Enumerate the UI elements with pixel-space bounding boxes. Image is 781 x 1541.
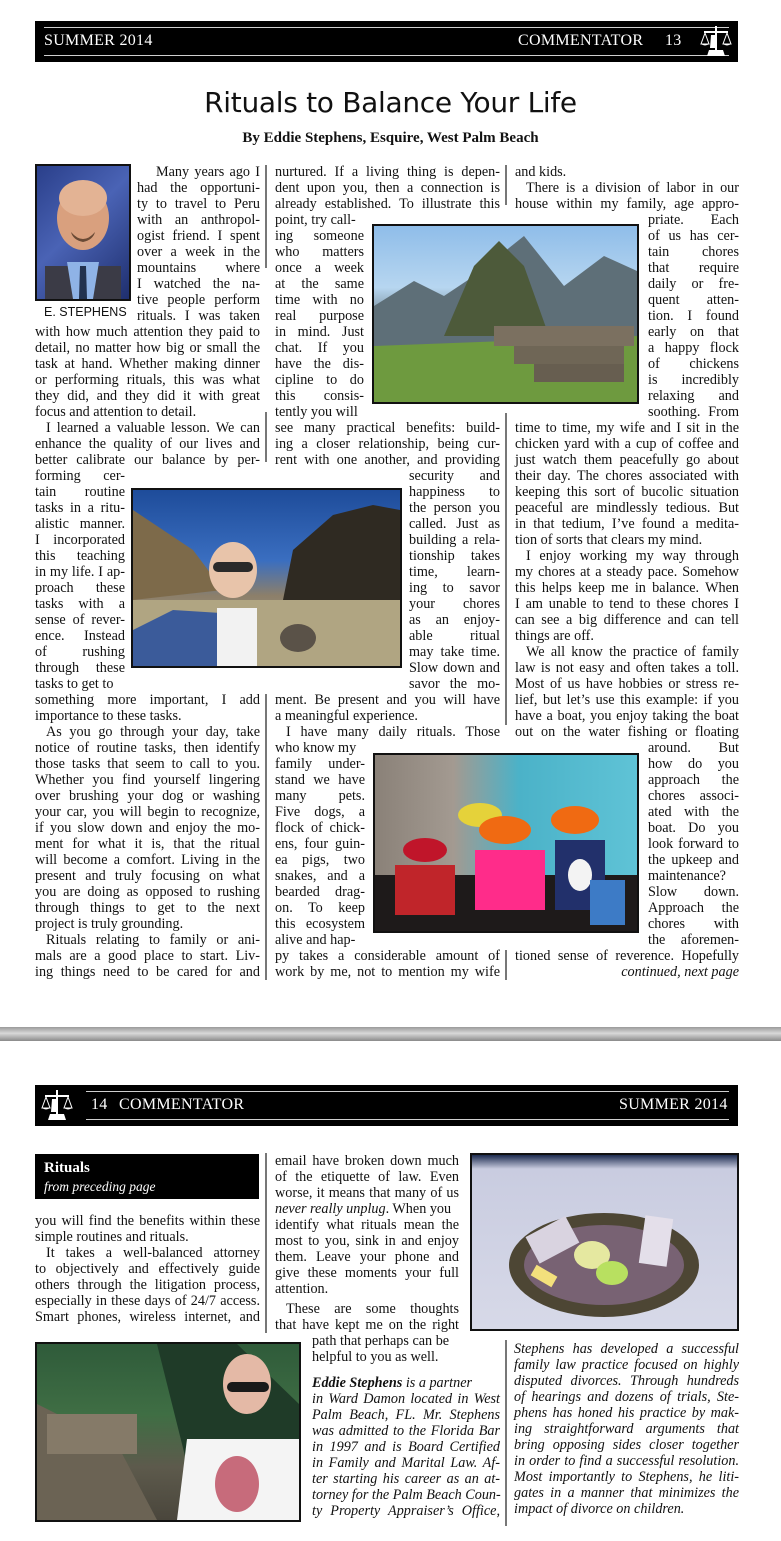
text-line: most to you, sink in and enjoy bbox=[275, 1233, 459, 1249]
continued-note: continued, next page bbox=[621, 964, 739, 980]
text-line: Approach the bbox=[648, 900, 739, 916]
text-line: lief, but let’s use this example: if you bbox=[515, 692, 739, 708]
text-line: you are doing as opposed to rushing bbox=[35, 884, 260, 900]
text-line: the upkeep and bbox=[648, 852, 739, 868]
author-photo-caption: E. STEPHENS bbox=[44, 305, 127, 319]
ruins-portrait-illustration bbox=[37, 1344, 299, 1520]
text-line: nurtured. If a living thing is depen- bbox=[275, 164, 500, 180]
text-line: this consis- bbox=[275, 388, 364, 404]
text-line: ty to travel to Peru bbox=[137, 196, 260, 212]
text-line: was admitted to the Florida Bar bbox=[312, 1423, 500, 1439]
text-line: rent with one another, and providing bbox=[275, 452, 500, 468]
text-line: Most of us have hobbies or stress re- bbox=[515, 676, 739, 692]
text-line: law is not easy and often takes a toll. bbox=[515, 660, 739, 676]
text-line: priate. Each bbox=[648, 212, 739, 228]
text-line: family law practice focused on highly bbox=[514, 1357, 739, 1373]
text-line: chicken yard with a cup of coffee and bbox=[515, 436, 739, 452]
ritual-offering-photo bbox=[470, 1153, 739, 1331]
text-line: who matters bbox=[275, 244, 364, 260]
text-line: others through the litigation process, bbox=[35, 1277, 260, 1293]
text-line: a happy flock bbox=[648, 340, 739, 356]
women-illustration bbox=[375, 755, 637, 931]
page13-header-bar bbox=[35, 21, 738, 62]
text-line: We all know the practice of family bbox=[526, 644, 739, 660]
text-line: real purpose bbox=[275, 308, 364, 324]
text-line: chat. If you bbox=[275, 340, 364, 356]
text-line: and kids. bbox=[515, 164, 567, 180]
text-line: tive people perform bbox=[137, 292, 260, 308]
article-title: Rituals to Balance Your Life bbox=[204, 86, 577, 119]
text-line: will become a comfort. Living in the bbox=[35, 852, 260, 868]
text-line: work by me, not to mention my wife bbox=[275, 964, 500, 980]
text-line: if you slow down and enjoy the mo- bbox=[35, 820, 260, 836]
text-line: forming cer- bbox=[35, 468, 125, 484]
text-line: ence. Instead bbox=[35, 628, 125, 644]
text-line: that require bbox=[648, 260, 739, 276]
text-line: of us has cer- bbox=[648, 228, 739, 244]
text-line: Stephens has developed a successful bbox=[514, 1341, 739, 1357]
text-line: them. Leave your phone and bbox=[275, 1249, 459, 1265]
text-line: tasks with a bbox=[35, 596, 125, 612]
text-line: ing a closer relationship, being cur- bbox=[275, 436, 500, 452]
text-line: relaxing and bbox=[648, 388, 739, 404]
text-line: alive and hap- bbox=[275, 932, 356, 948]
text-line: to objectively and effectively guide bbox=[35, 1261, 260, 1277]
text-line: in Ward Damon located in West bbox=[312, 1391, 500, 1407]
text-line: who know my bbox=[275, 740, 357, 756]
text-line: of rushing bbox=[35, 644, 125, 660]
column-divider bbox=[265, 412, 267, 462]
text-line: in my life. I ap- bbox=[35, 564, 125, 580]
text-line: approach the bbox=[648, 772, 739, 788]
text-fragment: is a partner bbox=[402, 1375, 473, 1391]
header-rule bbox=[86, 1091, 729, 1092]
publication-name: COMMENTATOR bbox=[119, 1096, 245, 1113]
text-line: importance to these tasks. bbox=[35, 708, 182, 724]
text-line: focus and attention to detail. bbox=[35, 404, 197, 420]
text-line: give these moments your full bbox=[275, 1265, 459, 1281]
text-line: I incorporated bbox=[35, 532, 125, 548]
page-separator bbox=[0, 1027, 781, 1041]
text-line: ing someone bbox=[275, 228, 364, 244]
text-line: These are some thoughts bbox=[286, 1301, 459, 1317]
text-line: mountains where bbox=[137, 260, 260, 276]
text-line: many pets. bbox=[275, 788, 365, 804]
text-line: rituals. I was taken bbox=[137, 308, 260, 324]
text-line: with how much attention they paid to bbox=[35, 324, 260, 340]
text-line: bring opposing sides closer together bbox=[514, 1437, 739, 1453]
text-line: daily or fre- bbox=[648, 276, 739, 292]
text-line: in Family and Marital Law. Af- bbox=[312, 1455, 500, 1471]
page14-header-bar bbox=[35, 1085, 738, 1126]
text-line: once a week bbox=[275, 260, 364, 276]
text-line: dent upon you, then a connection is bbox=[275, 180, 500, 196]
text-line: security and bbox=[409, 468, 500, 484]
text-line: ing to savor bbox=[409, 580, 500, 596]
text-line: around. But bbox=[648, 740, 739, 756]
text-line: bearded drag- bbox=[275, 884, 365, 900]
issue-label: SUMMER 2014 bbox=[619, 1096, 728, 1113]
text-line: snakes, and a bbox=[275, 868, 365, 884]
column-divider bbox=[265, 165, 267, 268]
header-rule bbox=[44, 55, 729, 56]
author-photo bbox=[35, 164, 131, 301]
author-machu-picchu-photo bbox=[35, 1342, 301, 1522]
text-line: detail, no matter how big or small the bbox=[35, 340, 260, 356]
text-line: impact of divorce on children. bbox=[514, 1501, 685, 1517]
continuation-subtitle: from preceding page bbox=[44, 1179, 156, 1194]
text-line: point, try call- bbox=[275, 212, 356, 228]
text-line: Smart phones, wireless internet, and bbox=[35, 1309, 260, 1325]
text-line: had the opportuni- bbox=[137, 180, 260, 196]
text-line: my chores at a steady pace. Somehow bbox=[515, 564, 739, 580]
text-line: Most importantly to Stephens, he liti- bbox=[514, 1469, 739, 1485]
text-line: they did, and they did it with great bbox=[35, 388, 260, 404]
text-line: better calibrate our balance by per- bbox=[35, 452, 260, 468]
text-line: chores associ- bbox=[648, 788, 739, 804]
text-line: sense of rever- bbox=[35, 612, 125, 628]
text-line: mals are a good place to start. Liv- bbox=[35, 948, 260, 964]
text-line: in that tedium, I’ve found a medita- bbox=[515, 516, 739, 532]
text-line: Many years ago I bbox=[156, 164, 260, 180]
text-line: with an anthropol- bbox=[137, 212, 260, 228]
mountain-illustration bbox=[374, 226, 637, 402]
article-byline: By Eddie Stephens, Esquire, West Palm Beach bbox=[242, 130, 539, 146]
page-number: 14 bbox=[91, 1096, 108, 1113]
text-line: alistic manner. bbox=[35, 516, 125, 532]
offering-illustration bbox=[472, 1155, 737, 1329]
text-line: this ecosystem bbox=[275, 916, 365, 932]
text-line: as an enjoy- bbox=[409, 612, 500, 628]
text-line: Whether you find yourself lingering bbox=[35, 772, 260, 788]
text-line: project is truly grounding. bbox=[35, 916, 184, 932]
text-line: ens, four guin- bbox=[275, 836, 365, 852]
text-line: time to time, my wife and I sit in the bbox=[515, 420, 739, 436]
text-line: maintenance? bbox=[648, 868, 726, 884]
column-divider bbox=[505, 413, 507, 725]
text-line: disputed divorces. Through hundreds bbox=[514, 1373, 739, 1389]
text-line: have the dis- bbox=[275, 356, 364, 372]
text-line: already established. To illustrate this bbox=[275, 196, 500, 212]
text-line: Rituals relating to family or ani- bbox=[46, 932, 260, 948]
text-line: in mind. Just bbox=[275, 324, 364, 340]
text-line: can see a big difference and can tell bbox=[515, 612, 739, 628]
text-line: out on the water fishing or floating bbox=[515, 724, 739, 740]
text-line: family under- bbox=[275, 756, 365, 772]
text-line: Slow down. bbox=[648, 884, 739, 900]
text-line: early on that bbox=[648, 324, 739, 340]
text-line: called. Just as bbox=[409, 516, 500, 532]
text-line: in 1997 and is Board Certified bbox=[312, 1439, 500, 1455]
text-line: phens has honed his practice by mak- bbox=[514, 1405, 739, 1421]
text-line: present and truly focusing on what bbox=[35, 868, 260, 884]
text-line: time, learn- bbox=[409, 564, 500, 580]
machu-picchu-photo bbox=[372, 224, 639, 404]
text-line: or performing rituals, this was what bbox=[35, 372, 260, 388]
text-line: those tasks that seem to call to you. bbox=[35, 756, 260, 772]
text-line: I enjoy working my way through bbox=[526, 548, 739, 564]
text-line: this teaching bbox=[35, 548, 125, 564]
text-line: worse, it means that many of us bbox=[275, 1185, 459, 1201]
text-line: tain routine bbox=[35, 484, 125, 500]
text-line: chores with bbox=[648, 916, 739, 932]
text-line: ing straightforward arguments that bbox=[514, 1421, 739, 1437]
text-line: tasks to get to bbox=[35, 676, 114, 692]
text-line: how do you bbox=[648, 756, 739, 772]
page-number: 13 bbox=[665, 32, 682, 49]
text-line: that have kept me on the right bbox=[275, 1317, 459, 1333]
text-line: through things to get to the next bbox=[35, 900, 260, 916]
emphasis-text: never really unplug bbox=[275, 1201, 386, 1217]
text-line: task at hand. Whether making dinner bbox=[35, 356, 260, 372]
column-divider bbox=[505, 950, 507, 980]
text-line: tently you will bbox=[275, 404, 358, 420]
text-line: the aforemen- bbox=[648, 932, 739, 948]
text-line: I have many daily rituals. Those bbox=[286, 724, 500, 740]
text-line: of chickens bbox=[648, 356, 739, 372]
text-line: gates in a manner that minimizes the bbox=[514, 1485, 739, 1501]
text-line: your chores bbox=[409, 596, 500, 612]
peruvian-women-photo bbox=[373, 753, 639, 933]
text-line: identify what rituals mean the bbox=[275, 1217, 459, 1233]
text-line: There is a division of labor in our bbox=[526, 180, 739, 196]
text-line: Slow down and bbox=[409, 660, 500, 676]
text-line: things are off. bbox=[515, 628, 594, 644]
author-ruins-photo bbox=[131, 488, 402, 668]
text-line: As you go through your day, take bbox=[46, 724, 260, 740]
column-divider bbox=[265, 694, 267, 980]
text-line: keeping this sort of bucolic situation bbox=[515, 484, 739, 500]
text-line: proach these bbox=[35, 580, 125, 596]
text-line: especially in these days of 24/7 access. bbox=[35, 1293, 260, 1309]
text-line: ated with the bbox=[648, 804, 739, 820]
scales-of-justice-icon bbox=[699, 24, 733, 58]
column-divider bbox=[265, 1153, 267, 1333]
text-line: savor the mo- bbox=[409, 676, 500, 692]
text-line: peaceful are mindlessly tedious. But bbox=[515, 500, 739, 516]
issue-label: SUMMER 2014 bbox=[44, 32, 153, 49]
publication-name: COMMENTATOR bbox=[518, 32, 644, 49]
text-line: notice of routine tasks, then identify bbox=[35, 740, 260, 756]
text-line: tain chores bbox=[648, 244, 739, 260]
text-line: look forward to bbox=[648, 836, 739, 852]
text-line: have a boat, you enjoy taking the boat bbox=[515, 708, 739, 724]
text-line: torney for the Palm Beach Coun- bbox=[312, 1487, 501, 1503]
text-line: attention. bbox=[275, 1281, 329, 1297]
text-line: It takes a well-balanced attorney bbox=[46, 1245, 260, 1261]
text-line: ty Property Appraiser’s Office, bbox=[312, 1503, 500, 1519]
text-line: may take time. bbox=[409, 644, 500, 660]
text-line: able ritual bbox=[409, 628, 500, 644]
text-line: enhance the quality of our lives and bbox=[35, 436, 260, 452]
text-line: of the etiquette of law. Even bbox=[275, 1169, 459, 1185]
text-line: simple routines and rituals. bbox=[35, 1229, 189, 1245]
text-line: ogist friend. I spent bbox=[137, 228, 260, 244]
column-divider bbox=[505, 165, 507, 205]
text-line: soothing. From bbox=[648, 404, 739, 420]
text-line: ing things need to be cared for and bbox=[35, 964, 260, 980]
text-line: something more important, I add bbox=[35, 692, 260, 708]
continuation-box bbox=[35, 1154, 259, 1199]
text-line: a meaningful experience. bbox=[275, 708, 418, 724]
text-line: over brushing your dog or washing bbox=[35, 788, 260, 804]
header-rule bbox=[86, 1119, 729, 1120]
text-line: of hearings and dozens of trials, Ste- bbox=[514, 1389, 739, 1405]
text-line: I learned a valuable lesson. We can bbox=[46, 420, 260, 436]
text-line: ment for what it is, that the ritual bbox=[35, 836, 260, 852]
text-line: is incredibly bbox=[648, 372, 739, 388]
text-line bbox=[275, 1201, 459, 1217]
text-line: flock of chick- bbox=[275, 820, 365, 836]
text-line: tionship takes bbox=[409, 548, 500, 564]
text-line: quent atten- bbox=[648, 292, 739, 308]
text-line: through these bbox=[35, 660, 125, 676]
text-line: you will find the benefits within these bbox=[35, 1213, 260, 1229]
text-line: helpful to you as well. bbox=[312, 1349, 439, 1365]
header-rule bbox=[44, 27, 729, 28]
text-line: the person you bbox=[409, 500, 500, 516]
continuation-title: Rituals bbox=[44, 1160, 90, 1176]
text-line: their day. The chores associated with bbox=[515, 468, 739, 484]
text-line: over a week in the bbox=[137, 244, 260, 260]
text-line: tasks in a ritu- bbox=[35, 500, 125, 516]
text-line: see many practical benefits: build- bbox=[275, 420, 500, 436]
text-line: on. To keep bbox=[275, 900, 365, 916]
text-line: this helps keep me in balance. When bbox=[515, 580, 739, 596]
text-line: ment. Be present and you will have bbox=[275, 692, 500, 708]
text-line: ea pigs, two bbox=[275, 852, 365, 868]
column-divider bbox=[505, 1340, 507, 1526]
text-line: house within my family, age appro- bbox=[515, 196, 739, 212]
text-line: py takes a considerable amount of bbox=[275, 948, 500, 964]
text-line: path that perhaps can be bbox=[312, 1333, 450, 1349]
text-line: tion. I found bbox=[648, 308, 739, 324]
ruins-portrait-illustration bbox=[133, 490, 400, 666]
text-line: Five dogs, a bbox=[275, 804, 365, 820]
text-line: cipline to do bbox=[275, 372, 364, 388]
text-line: happiness to bbox=[409, 484, 500, 500]
text-line: email have broken down much bbox=[275, 1153, 459, 1169]
text-line: tion of sorts that clears my mind. bbox=[515, 532, 703, 548]
text-line: just watch them peacefully go about bbox=[515, 452, 739, 468]
text-line: I am unable to tend to these chores I bbox=[515, 596, 739, 612]
text-fragment: . When you bbox=[385, 1201, 452, 1217]
text-line: in order to find a successful resolution. bbox=[514, 1453, 739, 1469]
text-line: Palm Beach, FL. Mr. Stephens bbox=[312, 1407, 500, 1423]
text-line: at the same bbox=[275, 276, 364, 292]
text-line: I watched the na- bbox=[137, 276, 260, 292]
text-line: stand we have bbox=[275, 772, 365, 788]
text-line: your car, you will begin to recognize, bbox=[35, 804, 260, 820]
text-line: time with no bbox=[275, 292, 364, 308]
text-line: tioned sense of reverence. Hopefully bbox=[515, 948, 739, 964]
text-line: boat. Do you bbox=[648, 820, 739, 836]
portrait-illustration bbox=[37, 166, 129, 299]
author-name: Eddie Stephens bbox=[312, 1375, 403, 1391]
text-line bbox=[312, 1375, 500, 1391]
text-line: ter starting his career as an at- bbox=[312, 1471, 500, 1487]
scales-of-justice-icon bbox=[40, 1088, 74, 1122]
text-line: building a rela- bbox=[409, 532, 500, 548]
